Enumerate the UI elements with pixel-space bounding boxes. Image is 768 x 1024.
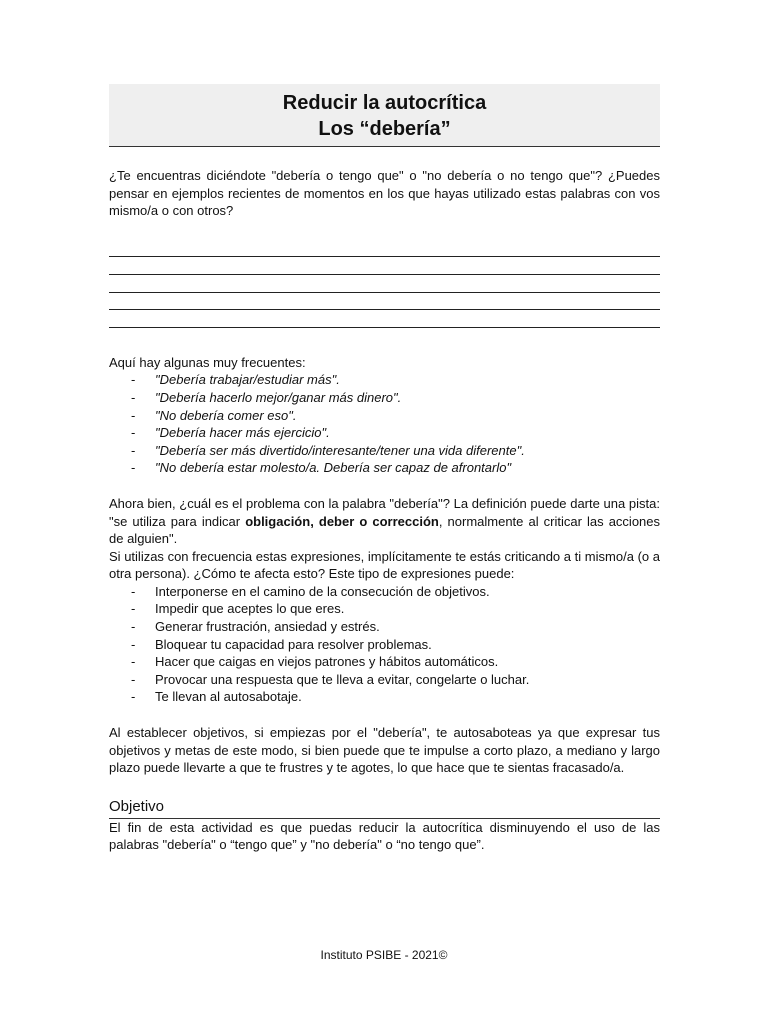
list-item <box>109 671 660 689</box>
list-item <box>109 600 660 618</box>
answer-lines[interactable] <box>109 240 660 328</box>
list-item <box>109 653 660 671</box>
objective-text: El fin de esta actividad es que puedas reducir la autocrítica disminuyendo el uso de las palabras "debería" o “tengo que” y "no debería" o “no tengo que”. <box>109 819 660 853</box>
list-item <box>109 459 660 477</box>
list-item <box>109 636 660 654</box>
goals-paragraph: Al establecer objetivos, si empiezas por el "debería", te autosaboteas ya que expresar tus objetivos y metas de este modo, si bien puede que te impulse a corto plazo, a mediano y largo plazo puede llevarte a que te frustres y te agotes, lo que hace que te sientas fracasado/a. <box>109 725 660 776</box>
list-item-text: Hacer que caigas en viejos patrones y hábitos automáticos. <box>155 654 499 670</box>
list-item <box>109 371 660 389</box>
examples-list <box>109 371 660 477</box>
list-item-text: Provocar una respuesta que te lleva a evitar, congelarte o luchar. <box>155 671 530 687</box>
objective-heading: Objetivo <box>109 797 660 819</box>
dash-bullet: - <box>131 689 136 705</box>
worksheet-page <box>109 84 660 854</box>
examples-intro: Aquí hay algunas muy frecuentes: <box>109 354 306 370</box>
dash-bullet: - <box>131 460 136 476</box>
list-item <box>109 688 660 706</box>
problem-text-start: Ahora bien, ¿cuál es el problema con la palabra "debería"? La definición puede darte una pista: "se utiliza para indicar <box>109 495 660 529</box>
dash-bullet: - <box>131 636 136 652</box>
dash-bullet: - <box>131 671 136 687</box>
dash-bullet: - <box>131 389 136 405</box>
list-item <box>109 424 660 442</box>
answer-line[interactable] <box>109 275 660 293</box>
list-item <box>109 583 660 601</box>
dash-bullet: - <box>131 425 136 441</box>
answer-line[interactable] <box>109 240 660 258</box>
title-block <box>109 84 660 147</box>
list-item-text: "No debería comer eso". <box>155 407 297 423</box>
list-item-text: "Debería trabajar/estudiar más". <box>155 372 340 388</box>
list-item-text: Impedir que aceptes lo que eres. <box>155 601 345 617</box>
dash-bullet: - <box>131 619 136 635</box>
list-item-text: Bloquear tu capacidad para resolver problemas. <box>155 636 432 652</box>
list-item <box>109 407 660 425</box>
answer-line[interactable] <box>109 257 660 275</box>
footer: Instituto PSIBE - 2021© <box>320 948 448 962</box>
list-item-text: "No debería estar molesto/a. Debería ser capaz de afrontarlo" <box>155 460 512 476</box>
list-item-text: Generar frustración, ansiedad y estrés. <box>155 619 380 635</box>
intro-question: ¿Te encuentras diciéndote "debería o tengo que" o "no debería o no tengo que"? ¿Puedes pensar en ejemplos recientes de momentos en los que hayas utilizado estas palabras con vos mismo/a o con otros? <box>109 168 660 219</box>
list-item <box>109 442 660 460</box>
dash-bullet: - <box>131 442 136 458</box>
list-item-text: "Debería hacerlo mejor/ganar más dinero". <box>155 389 402 405</box>
list-item <box>109 618 660 636</box>
dash-bullet: - <box>131 583 136 599</box>
list-item <box>109 389 660 407</box>
page-title: Reducir la autocrítica <box>282 92 487 114</box>
list-item-text: "Debería ser más divertido/interesante/tener una vida diferente". <box>155 442 525 458</box>
dash-bullet: - <box>131 601 136 617</box>
problem-paragraph <box>109 495 660 548</box>
dash-bullet: - <box>131 654 136 670</box>
effects-list <box>109 583 660 706</box>
dash-bullet: - <box>131 372 136 388</box>
list-item-text: Te llevan al autosabotaje. <box>155 689 302 705</box>
dash-bullet: - <box>131 407 136 423</box>
answer-line[interactable] <box>109 293 660 311</box>
problem-text-end: , normalmente al criticar las acciones de alguien". <box>109 513 661 547</box>
list-item-text: "Debería hacer más ejercicio". <box>155 425 330 441</box>
page-subtitle: Los “debería” <box>318 118 451 140</box>
problem-text-bold: obligación, deber o corrección <box>245 513 439 529</box>
list-item-text: Interponerse en el camino de la consecución de objetivos. <box>155 583 490 599</box>
answer-line[interactable] <box>109 310 660 328</box>
effects-intro: Si utilizas con frecuencia estas expresiones, implícitamente te estás criticando a ti mismo/a (o a otra persona). ¿Cómo te afecta esto? Este tipo de expresiones puede: <box>109 548 660 582</box>
